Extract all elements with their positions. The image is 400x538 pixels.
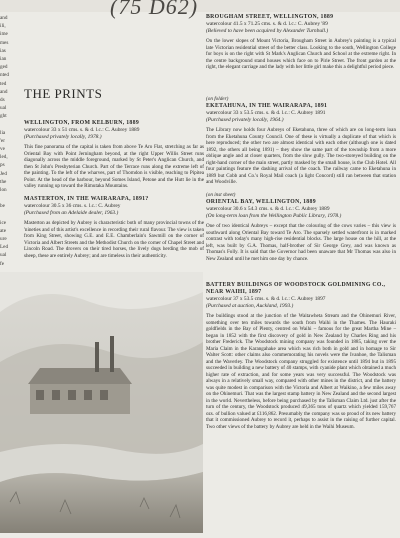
- entry-body: The Library now holds four Aubreys of Eketahuna, three of which are on long-term loan from the Eketahuna County Council. One of these is virtually a duplicate of that which is here reproduced; the other two are almost identical with each other (although one is dated 1892, the others all being 1891) – they show the same part of the township from a more oblique angle and at closer quarters, from the slow gully. The two-storeyed building on the right-hand corner of the main street, partly masked by the small house, is the Club Hotel. All four paintings feature the dashing arrival of the coach. The railway came to Eketahuna in 1889 but Cobb and Co.'s Royal Mail coach (a light Concord) still ran between that station and Woodville.: [206, 127, 396, 185]
- entry-meta: watercolour 30.5 x 36 cms. s. l.c.: C. Aubrey: [24, 203, 121, 209]
- section-heading: THE PRINTS: [24, 86, 103, 101]
- margin-fragment: ual: [0, 252, 7, 259]
- margin-fragment: led,: [0, 154, 8, 161]
- entry-note: (Believed to have been acquired by Alexander Turnbull.): [206, 28, 329, 34]
- margin-fragment: ght: [0, 113, 7, 120]
- page-title: (75 D62): [110, 0, 199, 19]
- margin-fragment: ias: [0, 47, 6, 54]
- margin-fragment: [0, 211, 14, 219]
- margin-fragment: and: [0, 88, 8, 95]
- entry-note: (Purchased privately locally, 1978.): [24, 134, 102, 140]
- margin-fragment: ili,: [0, 23, 6, 30]
- entry-body: The buildings stood at the junction of the Waitawheta Stream and the Ohinemuri River, something over ten miles towards the south from Waihi in the Thames. The Hauraki goldfields in the Bay of Plenty, centred on Waihi – famous for the great Martha Mine – began in 1852 with the first discovery of gold in New Zealand by Charles Ring and his brother Frederick. The Woodstock mining company was founded in 1885, taking over the Maria Claim in the Karangahake area which was rich both in gold and in homage to Sir Walter Scott: other claims also commemorating his novels were the Ivanhoe, the Talisman and the Waverley. The Woodstock company struggled for existence until 1894 but in 1895 succeeded in building a new battery of 40 stamps, with cyanide plant which obtained a much higher rate of extraction, and for some years was very successful. The Woodstock was always in a relatively small way, compared with other mines in the district, and the battery was quite modest in comparison with the Victoria and Albert at Waikino, a few miles away on the Ohinemuri. That was the largest stamp battery in New Zealand and the second largest in the world. Nevertheless, before being purchased by the Talisman Claim Ltd. just after the turn of the century, the Woodstock produced 49,365 tons of quartz which yielded 159,767 ozs. of bullion valued at £116,862. Presumably the company was so proud of its new battery that it commissioned Aubrey to record it, perhaps to assist in the raising of further capital. Two other views of the battery by Aubrey are held in the Waihi Museum.: [206, 313, 396, 430]
- entry-meta: watercolour 33 x 53.5 cms. s. & d. l.c.: C. Aubrey 1891: [206, 110, 326, 116]
- entry-wellington-kelburn: [24, 120, 204, 190]
- entry-title: MASTERTON, IN THE WAIRARAPA, 1891?: [24, 196, 149, 202]
- margin-fragment: fe: [0, 260, 5, 267]
- entry-title: ORIENTAL BAY, WELLINGTON, 1889: [206, 199, 316, 205]
- entry-meta: watercolour 37 x 53.5 cms. s. & d. l.c.: C. Aubrey 1897: [206, 296, 326, 302]
- margin-fragment: ve: [0, 146, 5, 152]
- entry-body: On the lower slopes of Mount Victoria, Brougham Street in Aubrey's painting is a typical late Victorian residential street of the better class. Looking to the south, Wellington College for boys is on the right with St Mark's Anglican Church and School at the extreme right. In the centre background stand houses which face on to Pirie Street. The front garden at the right, the elegant carriage and the lady with her little girl make this a delightful period piece.: [206, 38, 396, 70]
- entry-note: (Purchased privately locally, 1964.): [206, 117, 284, 123]
- margin-fragment: ps: [0, 162, 5, 169]
- margin-fragment: Led: [0, 244, 9, 251]
- entry-meta: watercolour 33 x 51 cms. s. & d. l.c.: C. Aubrey 1889: [24, 127, 140, 133]
- entry-meta: watercolour 41.5 x 71.25 cms. s. & d. l.c.: C. Aubrey '89: [206, 21, 328, 27]
- entry-note: (Purchased from an Adelaide dealer, 1963.): [24, 210, 119, 216]
- entry-brougham-street: [206, 14, 396, 71]
- entry-body: This fine panorama of the capital is taken from above Te Aro Flat, stretching as far as Oriental Bay with Point Jerningham beyond, at the right Upper Willis Street runs diagonally across the middle foreground, marked by St Peter's Anglican Church, and then St John's Presbyterian Church. Part of the Terrace runs along the extreme left of the painting. To the left of the wharves, part of Thorndon is visible, reaching to Pipitea Point. At the head of the harbour, beyond Somes Island, Petone and the Hutt lie in the valley running up toward the Rimutaka Mountains.: [24, 144, 204, 189]
- margin-fragment: ged: [0, 64, 8, 71]
- margin-fragment: ate: [0, 227, 7, 234]
- margin-fragment: and: [0, 15, 8, 21]
- woodstock-battery-illustration: [0, 272, 203, 533]
- entry-eketahuna: [206, 96, 396, 186]
- margin-fragment: mes: [0, 39, 9, 46]
- margin-fragment: Jed: [0, 170, 7, 177]
- entry-body: Masterton as depicted by Aubrey is characteristic both of many provincial towns of the 'nineties and of this artist's excellence in recording their rural flavour. The view is taken from King Street, showing G.E. and E.E. Chamberlain's Sawmill on the corner of Victoria and Albert Streets and the Methodist Church on the corner of Chapel Street and Lincoln Road. The drovers on their tired horses, the lively dogs herding the mob of sheep, these are entirely Aubrey; and are timeless in their authenticity.: [24, 220, 204, 259]
- entry-tag: (on inst sheet): [206, 192, 236, 198]
- entry-title: BATTERY BUILDINGS OF WOODSTOCK GOLDMINING CO., NEAR WAIHI, 1897: [206, 282, 386, 295]
- entry-body: One of two identical Aubreys – except that the colouring of the cows varies – this view is southward along Oriental Bay toward Te Aro. The sparsely settled waterfront is in marked contrast with today's many high-rise residential blocks. The large house on the hill, at the left, was built by G.A. Thomas, half-brother of Sir George Grey, and was known as Thomas's Folly. It is said that the Governor had been unaware that Mr Thomas was also in New Zealand until he met him one day by chance.: [206, 223, 396, 262]
- margin-fragment: 'er: [0, 137, 5, 144]
- margin-fragment: ual: [0, 105, 7, 112]
- margin-fragment: [0, 194, 14, 202]
- margin-fragment: ime: [0, 31, 8, 38]
- margin-fragment: ice: [0, 219, 7, 226]
- margin-fragments: [0, 14, 14, 284]
- margin-fragment: lia: [0, 129, 6, 136]
- entry-tag: (on folder): [206, 96, 229, 102]
- margin-fragment: ds: [0, 96, 5, 103]
- entry-masterton: [24, 196, 204, 259]
- entry-woodstock-battery: [206, 282, 396, 430]
- margin-fragment: the: [0, 178, 7, 185]
- entry-note: (Purchased at auction, Auckland, 1993.): [206, 303, 294, 309]
- margin-fragment: [0, 120, 14, 128]
- entry-title: BROUGHAM STREET, WELLINGTON, 1889: [206, 14, 334, 20]
- margin-fragment: nted: [0, 72, 9, 79]
- margin-fragment: ted: [0, 80, 7, 87]
- entry-oriental-bay: [206, 192, 396, 262]
- margin-fragment: ian: [0, 55, 7, 62]
- entry-title: WELLINGTON, FROM KELBURN, 1889: [24, 120, 140, 126]
- margin-fragment: be: [0, 203, 5, 210]
- entry-note: (On long-term loan from the Wellington Public Library, 1978.): [206, 213, 342, 219]
- margin-fragment: lon: [0, 186, 7, 193]
- margin-fragment: ure: [0, 236, 7, 243]
- entry-title: EKETAHUNA, IN THE WAIRARAPA, 1891: [206, 103, 328, 109]
- entry-meta: watercolour 30.6 x 54.3 cms. s. & d. l.c.: C. Aubrey 1889: [206, 206, 330, 212]
